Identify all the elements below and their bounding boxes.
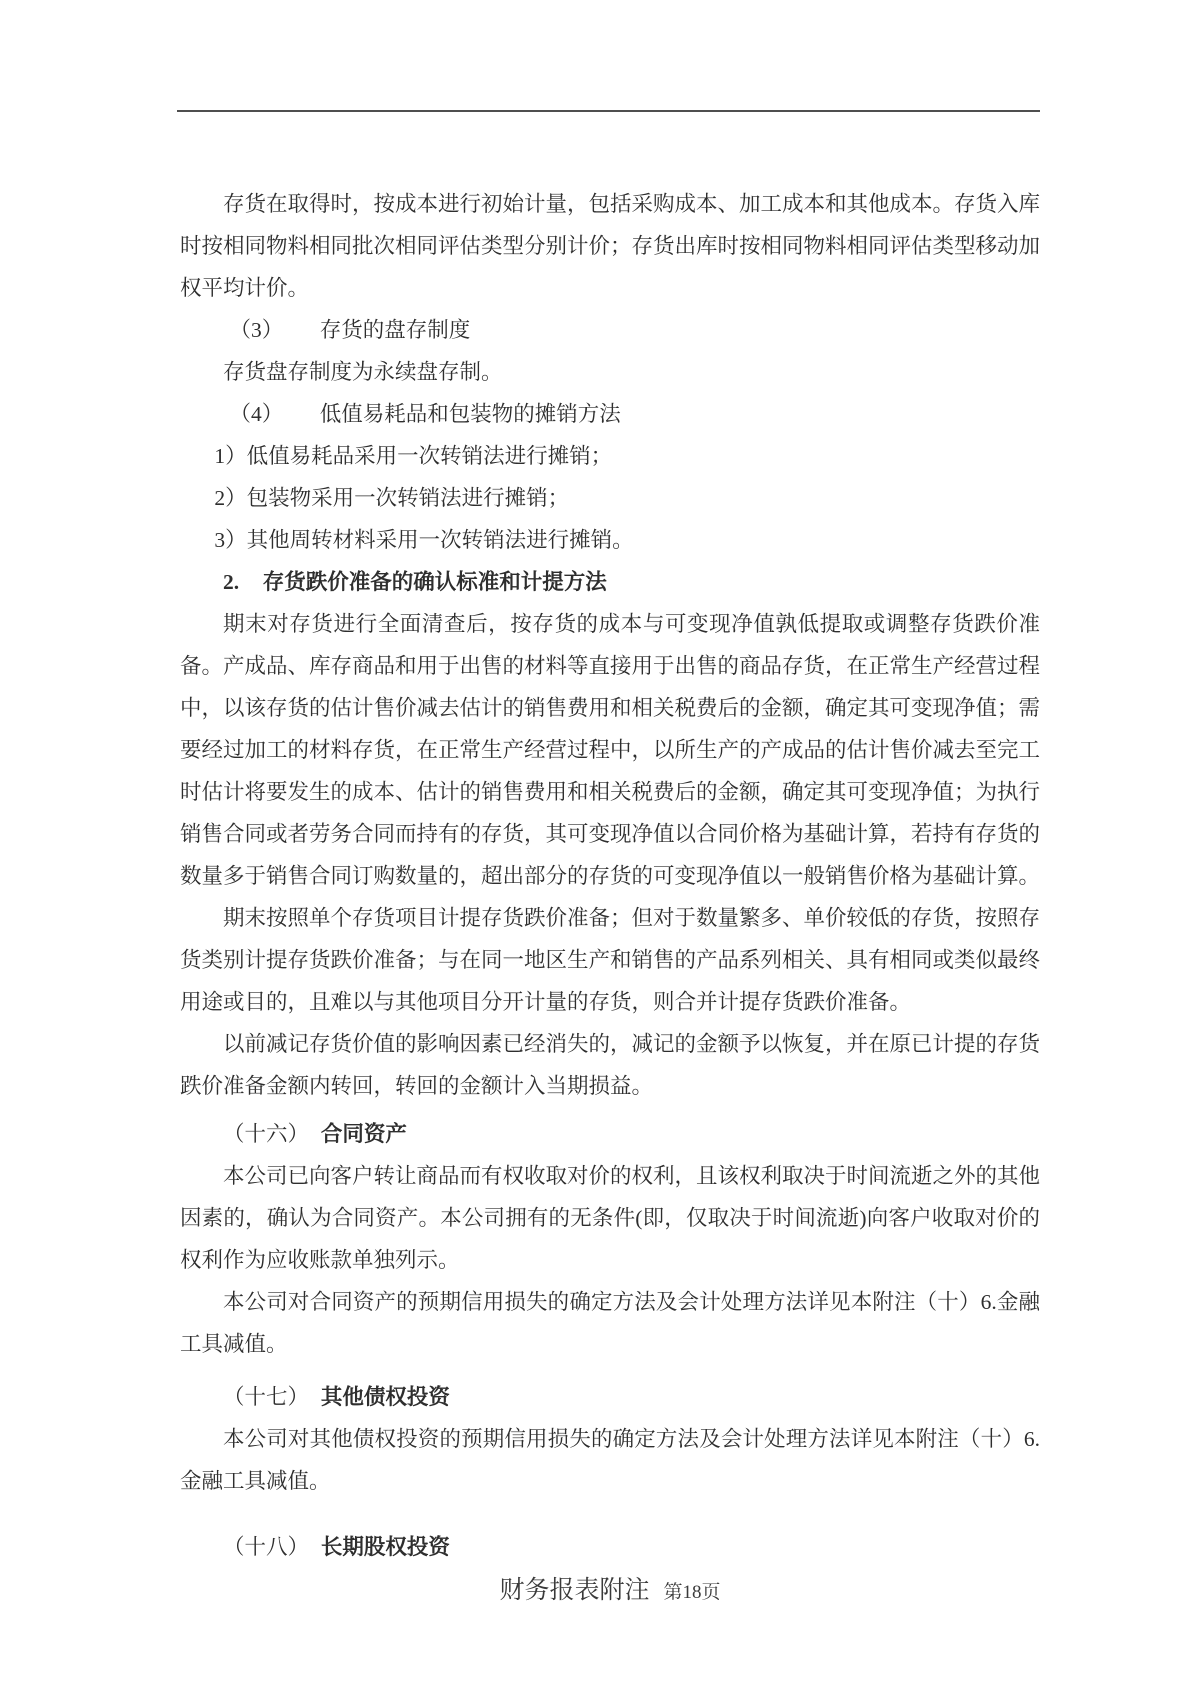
para-contract-asset-impairment: 本公司对合同资产的预期信用损失的确定方法及会计处理方法详见本附注（十）6.金融工具减值。: [180, 1290, 1040, 1356]
para-debt-investment-impairment: 本公司对其他债权投资的预期信用损失的确定方法及会计处理方法详见本附注（十）6.金融工具减值。: [180, 1427, 1040, 1493]
subheading-4: [180, 393, 1040, 435]
section-18-heading: [180, 1526, 1040, 1568]
section-18-number: （十八）: [223, 1535, 310, 1559]
para-provision-method: 期末对存货进行全面清查后，按存货的成本与可变现净值孰低提取或调整存货跌价准备。产成品、库存商品和用于出售的材料等直接用于出售的商品存货，在正常生产经营过程中，以该存货的估计售价减去估计的销售费用和相关税费后的金额，确定其可变现净值；需要经过加工的材料存货，在正常生产经营过程中，以所生产的产成品的估计售价减去至完工时估计将要发生的成本、估计的销售费用和相关税费后的金额，确定其可变现净值；为执行销售合同或者劳务合同而持有的存货，其可变现净值以合同价格为基础计算，若持有存货的数量多于销售合同订购数量的，超出部分的存货的可变现净值以一般销售价格为基础计算。: [180, 612, 1041, 888]
heading-2-number: 2.: [223, 570, 240, 594]
section-16-heading: [180, 1113, 1040, 1155]
section-17-number: （十七）: [223, 1385, 310, 1409]
subheading-4-number: （4）: [229, 402, 284, 426]
footer-title: 财务报表附注: [499, 1577, 650, 1604]
subheading-3-number: （3）: [229, 318, 284, 342]
para-inventory-system: 存货盘存制度为永续盘存制。: [223, 360, 503, 384]
para-provision-item-basis: 期末按照单个存货项目计提存货跌价准备；但对于数量繁多、单价较低的存货，按照存货类别计提存货跌价准备；与在同一地区生产和销售的产品系列相关、具有相同或类似最终用途或目的，且难以与其他项目分开计量的存货，则合并计提存货跌价准备。: [180, 906, 1041, 1014]
subheading-3: [180, 309, 1040, 351]
page-footer: [180, 1570, 1040, 1614]
document-content: [180, 183, 1040, 1614]
subheading-3-title: 存货的盘存制度: [319, 318, 471, 342]
subheading-4-title: 低值易耗品和包装物的摊销方法: [319, 402, 621, 426]
para-provision-reversal: 以前减记存货价值的影响因素已经消失的，减记的金额予以恢复，并在原已计提的存货跌价准备金额内转回，转回的金额计入当期损益。: [180, 1032, 1041, 1098]
section-17-heading: [180, 1376, 1040, 1418]
heading-2-title: 存货跌价准备的确认标准和计提方法: [262, 570, 607, 594]
heading-2-provision: [180, 561, 1040, 603]
section-16-number: （十六）: [223, 1122, 310, 1146]
section-16-title: 合同资产: [320, 1122, 407, 1146]
section-17-title: 其他债权投资: [320, 1385, 450, 1409]
section-18-title: 长期股权投资: [320, 1535, 450, 1559]
header-rule: [177, 110, 1040, 112]
amortization-list-item-3: 3）其他周转材料采用一次转销法进行摊销。: [214, 528, 634, 552]
footer-page-number: 第18页: [663, 1582, 721, 1603]
para-contract-asset-definition: 本公司已向客户转让商品而有权收取对价的权利，且该权利取决于时间流逝之外的其他因素的，确认为合同资产。本公司拥有的无条件(即，仅取决于时间流逝)向客户收取对价的权利作为应收账款单独列示。: [180, 1164, 1041, 1272]
amortization-list-item-1: 1）低值易耗品采用一次转销法进行摊销；: [214, 444, 613, 468]
para-inventory-initial-measurement: 存货在取得时，按成本进行初始计量，包括采购成本、加工成本和其他成本。存货入库时按相同物料相同批次相同评估类型分别计价；存货出库时按相同物料相同评估类型移动加权平均计价。: [180, 192, 1041, 300]
amortization-list-item-2: 2）包装物采用一次转销法进行摊销；: [214, 486, 570, 510]
